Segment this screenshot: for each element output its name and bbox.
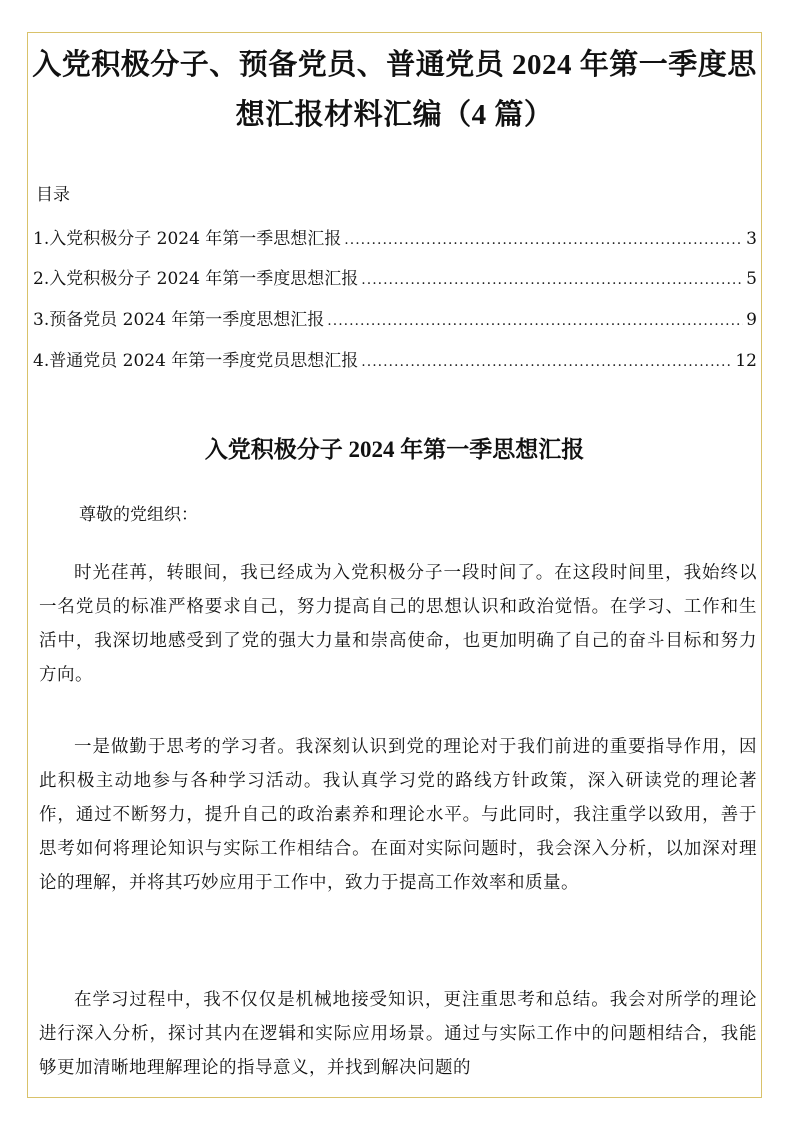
toc-heading: 目录: [36, 185, 70, 205]
body-paragraph-1: 时光荏苒，转眼间，我已经成为入党积极分子一段时间了。在这段时间里，我始终以一名党员的标准严格要求自己，努力提高自己的思想认识和政治觉悟。在学习、工作和生活中，我深切地感受到了党的强大力量和崇高使命，也更加明确了自己的奋斗目标和努力方向。: [39, 563, 757, 685]
toc-item-label: 3.预备党员 2024 年第一季度思想汇报: [33, 310, 325, 330]
toc-item-1[interactable]: [33, 225, 757, 253]
section-title: 入党积极分子 2024 年第一季思想汇报: [204, 437, 585, 462]
document-title: 入党积极分子、预备党员、普通党员 2024 年第一季度思想汇报材料汇编（4 篇）: [32, 49, 757, 131]
salutation: 尊敬的党组织：: [79, 505, 198, 525]
toc-item-2[interactable]: [33, 265, 757, 293]
toc-leader-dots: [361, 348, 732, 376]
toc-item-4[interactable]: [33, 347, 757, 375]
toc-leader-dots: [327, 307, 743, 335]
toc-item-page: 5: [746, 269, 757, 289]
toc-leader-dots: [361, 266, 743, 294]
toc-item-page: 12: [735, 351, 757, 371]
toc-item-3[interactable]: [33, 306, 757, 334]
toc-item-page: 3: [746, 229, 757, 249]
toc-item-page: 9: [746, 310, 757, 330]
toc-item-label: 2.入党积极分子 2024 年第一季度思想汇报: [33, 269, 359, 289]
toc-item-label: 1.入党积极分子 2024 年第一季思想汇报: [33, 229, 342, 249]
body-paragraph-2: 一是做勤于思考的学习者。我深刻认识到党的理论对于我们前进的重要指导作用，因此积极主动地参与各种学习活动。我认真学习党的路线方针政策，深入研读党的理论著作，通过不断努力，提升自己的政治素养和理论水平。与此同时，我注重学以致用，善于思考如何将理论知识与实际工作相结合。在面对实际问题时，我会深入分析，以加深对理论的理解，并将其巧妙应用于工作中，致力于提高工作效率和质量。: [39, 737, 757, 893]
toc-item-label: 4.普通党员 2024 年第一季度党员思想汇报: [33, 351, 359, 371]
toc-leader-dots: [344, 226, 743, 254]
body-paragraph-3: 在学习过程中，我不仅仅是机械地接受知识，更注重思考和总结。我会对所学的理论进行深入分析，探讨其内在逻辑和实际应用场景。通过与实际工作中的问题相结合，我能够更加清晰地理解理论的指导意义，并找到解决问题的: [39, 990, 757, 1078]
